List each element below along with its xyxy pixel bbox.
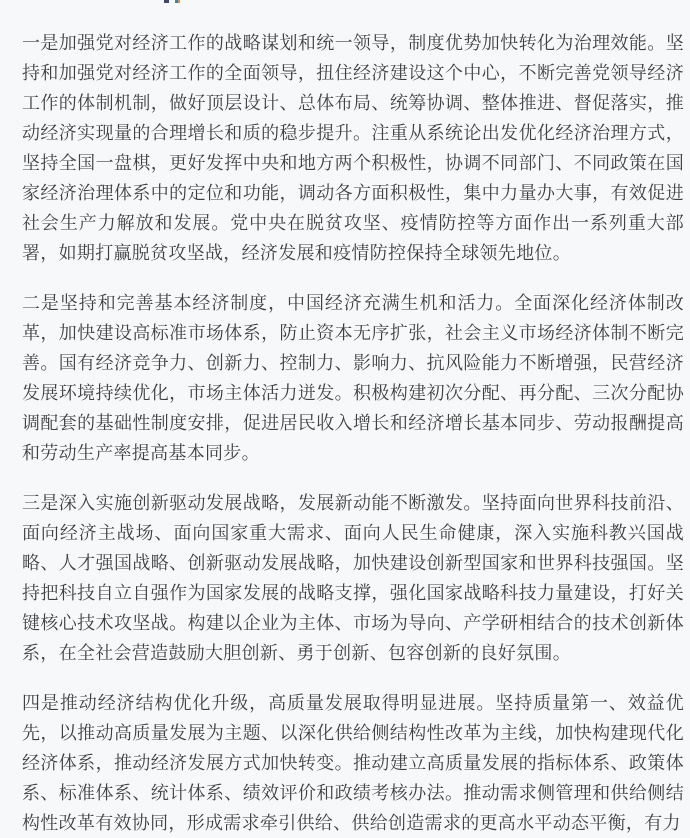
paragraph-3: 三是深入实施创新驱动发展战略，发展新动能不断激发。坚持面向世界科技前沿、面向经济主战场、面向国家重大需求、面向人民生命健康，深入实施科教兴国战略、人才强国战略、创新驱动发展战略，加快建设创新型国家和世界科技强国。坚持把科技自立自强作为国家发展的战略支撑，强化国家战略科技力量建设，打好关键核心技术攻坚战。构建以企业为主体、市场为导向、产学研相结合的技术创新体系，在全社会营造鼓励大胆创新、勇于创新、包容创新的良好氛围。 — [22, 493, 684, 663]
clipped-text-fragment — [0, 0, 690, 4]
article-body — [22, 28, 684, 838]
paragraph-2: 二是坚持和完善基本经济制度，中国经济充满生机和活力。全面深化经济体制改革，加快建设高标准市场体系，防止资本无序扩张，社会主义市场经济体制不断完善。国有经济竞争力、创新力、控制力、影响力、抗风险能力不断增强，民营经济发展环境持续优化，市场主体活力迸发。积极构建初次分配、再分配、三次分配协调配套的基础性制度安排，促进居民收入增长和经济增长基本同步、劳动报酬提高和劳动生产率提高基本同步。 — [22, 293, 684, 463]
paragraph-4: 四是推动经济结构优化升级，高质量发展取得明显进展。坚持质量第一、效益优先，以推动高质量发展为主题、以深化供给侧结构性改革为主线，加快构建现代化经济体系，推动经济发展方式加快转变。推动建立高质量发展的指标体系、政策体系、标准体系、统计体系、绩效评价和政绩考核办法。推动需求侧管理和供给侧结构性改革有效协同，形成需求牵引供给、供给创造需求的更高水平动态平衡，有力 — [22, 693, 684, 833]
fragment-mark-icon — [164, 0, 169, 3]
fragment-mark-icon — [178, 0, 180, 3]
paragraph-1: 一是加强党对经济工作的战略谋划和统一领导，制度优势加快转化为治理效能。坚持和加强党对经济工作的全面领导，扭住经济建设这个中心，不断完善党领导经济工作的体制机制，做好顶层设计、总体布局、统筹协调、整体推进、督促落实，推动经济实现量的合理增长和质的稳步提升。注重从系统论出发优化经济治理方式，坚持全国一盘棋，更好发挥中央和地方两个积极性，协调不同部门、不同政策在国家经济治理体系中的定位和功能，调动各方面积极性，集中力量办大事，有效促进社会生产力解放和发展。党中央在脱贫攻坚、疫情防控等方面作出一系列重大部署，如期打赢脱贫攻坚战，经济发展和疫情防控保持全球领先地位。 — [22, 33, 684, 263]
